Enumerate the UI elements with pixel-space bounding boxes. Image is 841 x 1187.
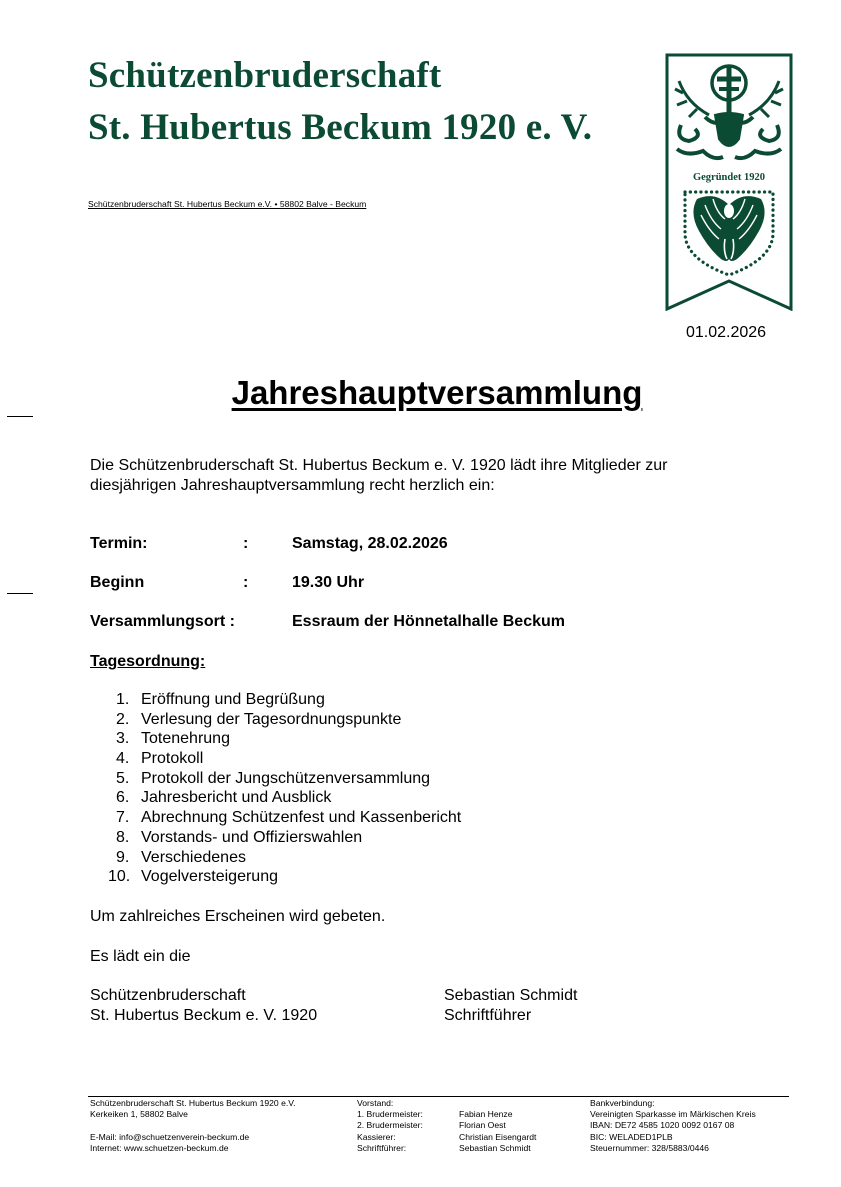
agenda-number: 7.: [116, 809, 130, 827]
agenda-number: 3.: [116, 730, 130, 748]
detail-value-ort: Essraum der Hönnetalhalle Beckum: [292, 613, 565, 630]
footer-board: [357, 1098, 423, 1154]
signature-org-line1: Schützenbruderschaft: [90, 987, 246, 1004]
board-role: Schriftführer:: [357, 1142, 407, 1153]
agenda-text: Jahresbericht und Ausblick: [141, 789, 332, 807]
board-name: Florian Oest: [459, 1120, 506, 1131]
agenda-text: Verschiedenes: [141, 848, 246, 866]
emblem-banner-icon: [665, 53, 793, 311]
signature-name: Sebastian Schmidt: [444, 987, 578, 1004]
org-title-line2: St. Hubertus Beckum 1920 e. V.: [88, 107, 593, 148]
board-role: 2. Brudermeister:: [357, 1120, 423, 1131]
footer-bank-title: Bankverbindung:: [590, 1098, 655, 1108]
fold-mark-bottom: [7, 593, 33, 594]
letter-date: 01.02.2026: [686, 324, 767, 341]
org-title-line1: Schützenbruderschaft: [88, 55, 442, 96]
footer-org: Schützenbruderschaft St. Hubertus Beckum 1920 e.V.: [90, 1098, 296, 1108]
footer-bank-name: Vereinigten Sparkasse im Märkischen Kreis: [590, 1109, 756, 1120]
agenda-number: 6.: [116, 789, 130, 807]
footer-divider: [88, 1096, 789, 1097]
invite-text: Es lädt ein die: [90, 948, 191, 965]
footer-bank: [590, 1098, 756, 1154]
board-name: Christian Eisengardt: [459, 1131, 537, 1142]
signature-role: Schriftführer: [444, 1007, 532, 1024]
agenda-text: Abrechnung Schützenfest und Kassenbericht: [141, 809, 462, 827]
fold-mark-top: [7, 416, 33, 417]
footer-street: Kerkeiken 1, 58802 Balve: [90, 1109, 188, 1120]
detail-colon: :: [243, 535, 249, 552]
intro-paragraph: [90, 456, 750, 496]
intro-line: diesjährigen Jahreshauptversammlung recht herzlich ein:: [90, 477, 495, 494]
board-name: Sebastian Schmidt: [459, 1142, 531, 1153]
detail-label-beginn: Beginn: [90, 574, 145, 591]
closing-text: Um zahlreiches Erscheinen wird gebeten.: [90, 908, 386, 925]
agenda-text: Vogelversteigerung: [141, 868, 278, 886]
board-role: 1. Brudermeister:: [357, 1109, 423, 1120]
emblem-caption: Gegründet 1920: [692, 172, 766, 183]
signature-org-line2: St. Hubertus Beckum e. V. 1920: [90, 1007, 318, 1024]
footer-board-names: [459, 1109, 536, 1154]
detail-label-termin: Termin:: [90, 535, 148, 552]
footer-web: Internet: www.schuetzen-beckum.de: [90, 1142, 229, 1153]
agenda-text: Verlesung der Tagesordnungspunkte: [141, 710, 402, 728]
letter-heading: Jahreshauptversammlung: [231, 374, 643, 411]
agenda-text: Protokoll der Jungschützenversammlung: [141, 769, 431, 787]
agenda-title: Tagesordnung:: [90, 653, 206, 670]
detail-label-ort: Versammlungsort :: [90, 613, 235, 630]
agenda-number: 9.: [116, 848, 130, 866]
board-name: Fabian Henze: [459, 1109, 513, 1120]
footer-iban: IBAN: DE72 4585 1020 0092 0167 08: [590, 1120, 735, 1131]
footer-board-title: Vorstand:: [357, 1098, 394, 1108]
footer-email: E-Mail: info@schuetzenverein-beckum.de: [90, 1131, 250, 1142]
board-role: Kassierer:: [357, 1131, 396, 1142]
club-emblem: [665, 53, 793, 311]
agenda-number: 1.: [116, 691, 130, 708]
footer-address: [90, 1098, 296, 1154]
footer-tax-number: Steuernummer: 328/5883/0446: [590, 1142, 709, 1153]
agenda-number: 4.: [116, 750, 130, 768]
agenda-text: Eröffnung und Begrüßung: [141, 691, 325, 708]
agenda-text: Protokoll: [141, 750, 204, 768]
agenda-text: Vorstands- und Offizierswahlen: [141, 828, 363, 846]
detail-value-beginn: 19.30 Uhr: [292, 574, 365, 591]
agenda-text: Totenehrung: [141, 730, 230, 748]
detail-colon: :: [243, 574, 249, 591]
footer-bic: BIC: WELADED1PLB: [590, 1131, 673, 1142]
intro-line: Die Schützenbruderschaft St. Hubertus Beckum e. V. 1920 lädt ihre Mitglieder zur: [90, 457, 668, 474]
agenda-number: 5.: [116, 769, 130, 787]
agenda-number: 2.: [116, 710, 130, 728]
agenda-number: 10.: [108, 868, 131, 886]
agenda-number: 8.: [116, 828, 130, 846]
sender-return-address: Schützenbruderschaft St. Hubertus Beckum e.V. • 58802 Balve - Beckum: [88, 199, 367, 209]
detail-value-termin: Samstag, 28.02.2026: [292, 535, 448, 552]
